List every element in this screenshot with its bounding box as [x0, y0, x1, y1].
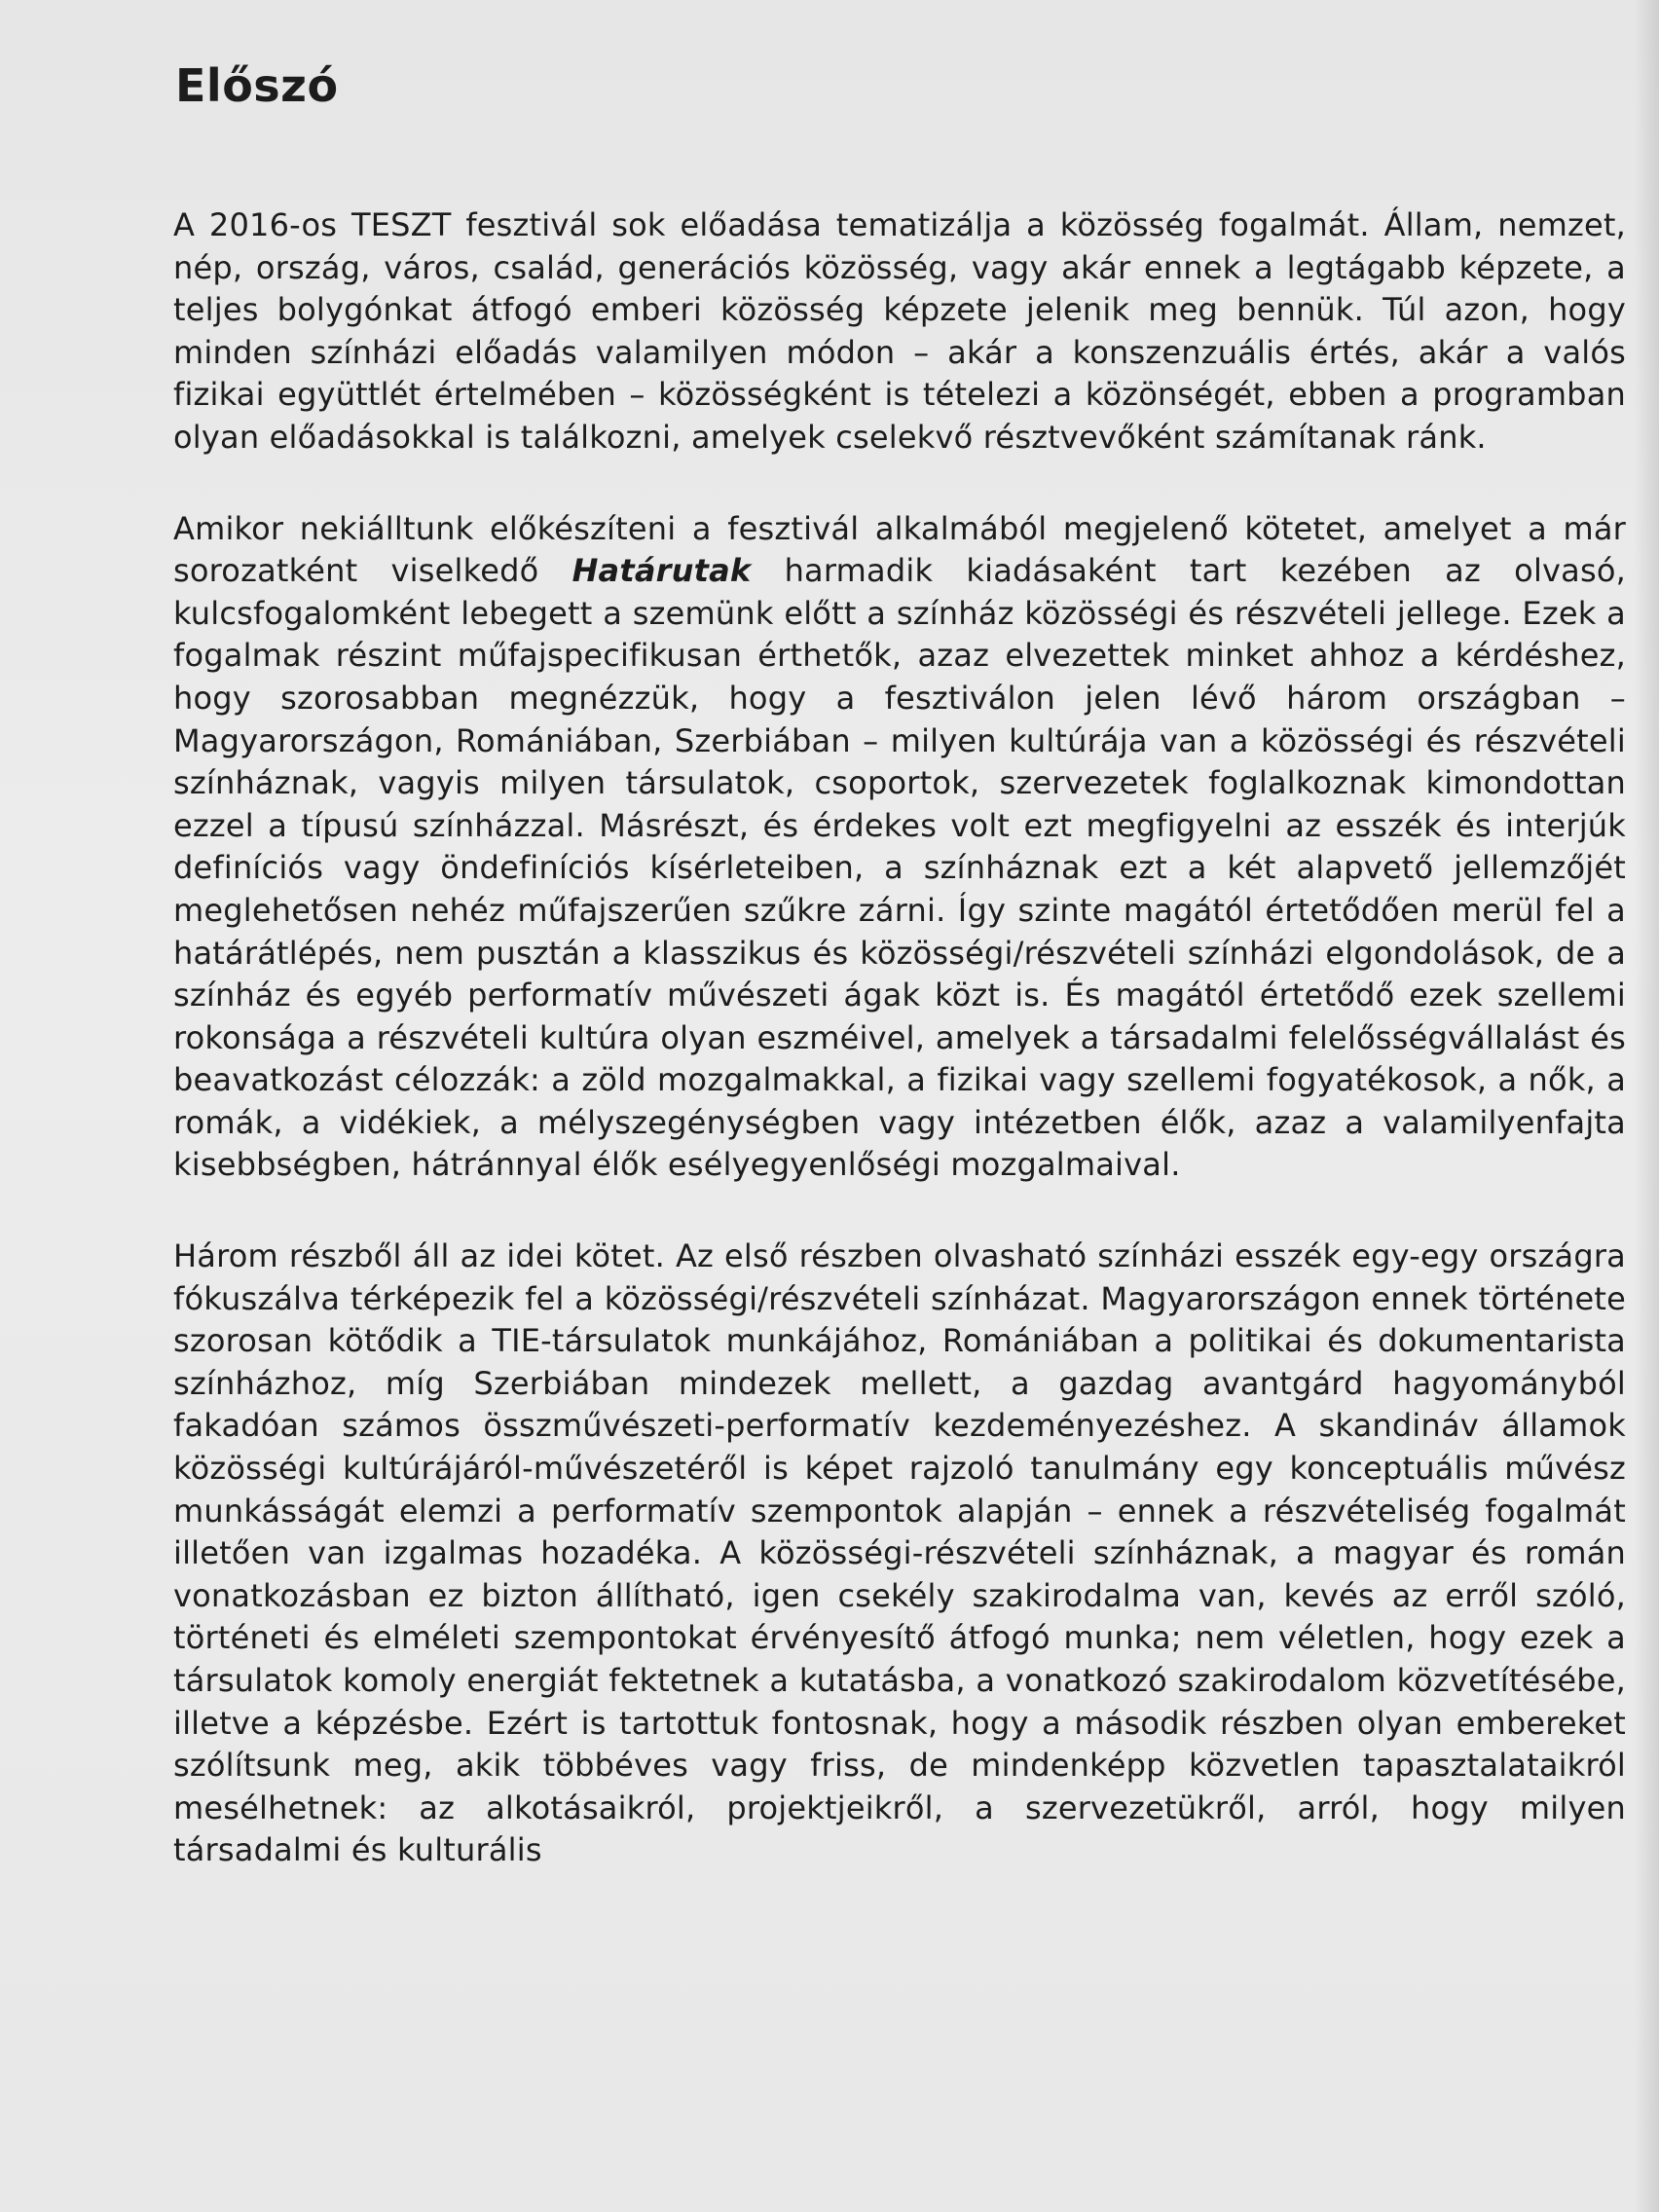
paragraph-2-text-a: Amikor nekiálltunk előkészíteni a fesztivál alkalmából megjelenő kötetet, amelyet a már sorozatként viselkedő	[173, 509, 1626, 590]
paragraph-1-text: A 2016-os TESZT fesztivál sok előadása tematizálja a közösség fogalmát. Állam, nemzet, nép, ország, város, család, generációs közösség, vagy akár ennek a legtágabb képzete, a teljes bolygónkat átfogó emberi közösség képzete jelenik meg bennük. Túl azon, hogy minden színházi előadás valamilyen módon – akár a konszenzuális értés, akár a valós fizikai együttlét értelmében – közösségként is tételezi a közönségét, ebben a programban olyan előadásokkal is találkozni, amelyek cselekvő résztvevőként számítanak ránk.	[173, 206, 1626, 456]
page-content	[173, 56, 1626, 1872]
book-title-hatarutak: Határutak	[571, 552, 752, 590]
page-edge-shadow	[1634, 0, 1659, 2212]
page-title: Előszó	[175, 59, 339, 112]
paragraph-2-text-b: harmadik kiadásaként tart kezében az olvasó, kulcsfogalomként lebegett a szemünk előtt a színház közösségi és részvételi jellege. Ezek a fogalmak részint műfajspecifikusan érthetők, azaz elvezettek minket ahhoz a kérdéshez, hogy szorosabban megnézzük, hogy a fesztiválon jelen lévő három országban – Magyarországon, Romániában, Szerbiában – milyen kultúrája van a közösségi és részvételi színháznak, vagyis milyen társulatok, csoportok, szervezetek foglalkoznak kimondottan ezzel a típusú színházzal. Másrészt, és érdekes volt ezt megfigyelni az esszék és interjúk definíciós vagy öndefiníciós kísérleteiben, a színháznak ezt a két alapvető jellemzőjét meglehetősen nehéz műfajszerűen szűkre zárni. Így szinte magától értetődően merül fel a határátlépés, nem pusztán a klasszikus és közösségi/részvételi színházi elgondolások, de a színház és egyéb performatív művészeti ágak közt is. És magától értetődő ezek szellemi rokonsága a részvételi kultúra olyan eszméivel, amelyek a társadalmi felelősségvállalást és beavatkozást célozzák: a zöld mozgalmakkal, a fizikai vagy szellemi fogyatékosok, a nők, a romák, a vidékiek, a mélyszegénységben vagy intézetben élők, azaz a valamilyenfajta kisebbségben, hátránnyal élők esélyegyenlőségi mozgalmaival.	[173, 552, 1627, 1184]
paragraph-2	[173, 508, 1626, 1188]
paragraph-1	[173, 204, 1626, 460]
paragraph-3	[173, 1235, 1626, 1872]
paragraph-3-text: Három részből áll az idei kötet. Az első részben olvasható színházi esszék egy-egy országra fókuszálva térképezik fel a közösségi/részvételi színházat. Magyarországon ennek története szorosan kötődik a TIE-társulatok munkájához, Romániában a politikai és dokumentarista színházhoz, míg Szerbiában mindezek mellett, a gazdag avantgárd hagyományból fakadóan számos összművészeti-performatív kezdeményezéshez. A skandináv államok közösségi kultúrájáról-művészetéről is képet rajzoló tanulmány egy konceptuális művész munkásságát elemzi a performatív szempontok alapján – ennek a részvételiség fogalmát illetően van izgalmas hozadéka. A közösségi-részvételi színháznak, a magyar és román vonatkozásban ez bizton állítható, igen csekély szakirodalma van, kevés az erről szóló, történeti és elméleti szempontokat érvényesítő átfogó munka; nem véletlen, hogy ezek a társulatok komoly energiát fektetnek a kutatásba, a vonatkozó szakirodalom közvetítésébe, illetve a képzésbe. Ezért is tartottuk fontosnak, hogy a második részben olyan embereket szólítsunk meg, akik többéves vagy friss, de mindenképp közvetlen tapasztalataikról mesélhetnek: az alkotásaikról, projektjeikről, a szervezetükről, arról, hogy milyen társadalmi és kulturális	[173, 1237, 1626, 1869]
